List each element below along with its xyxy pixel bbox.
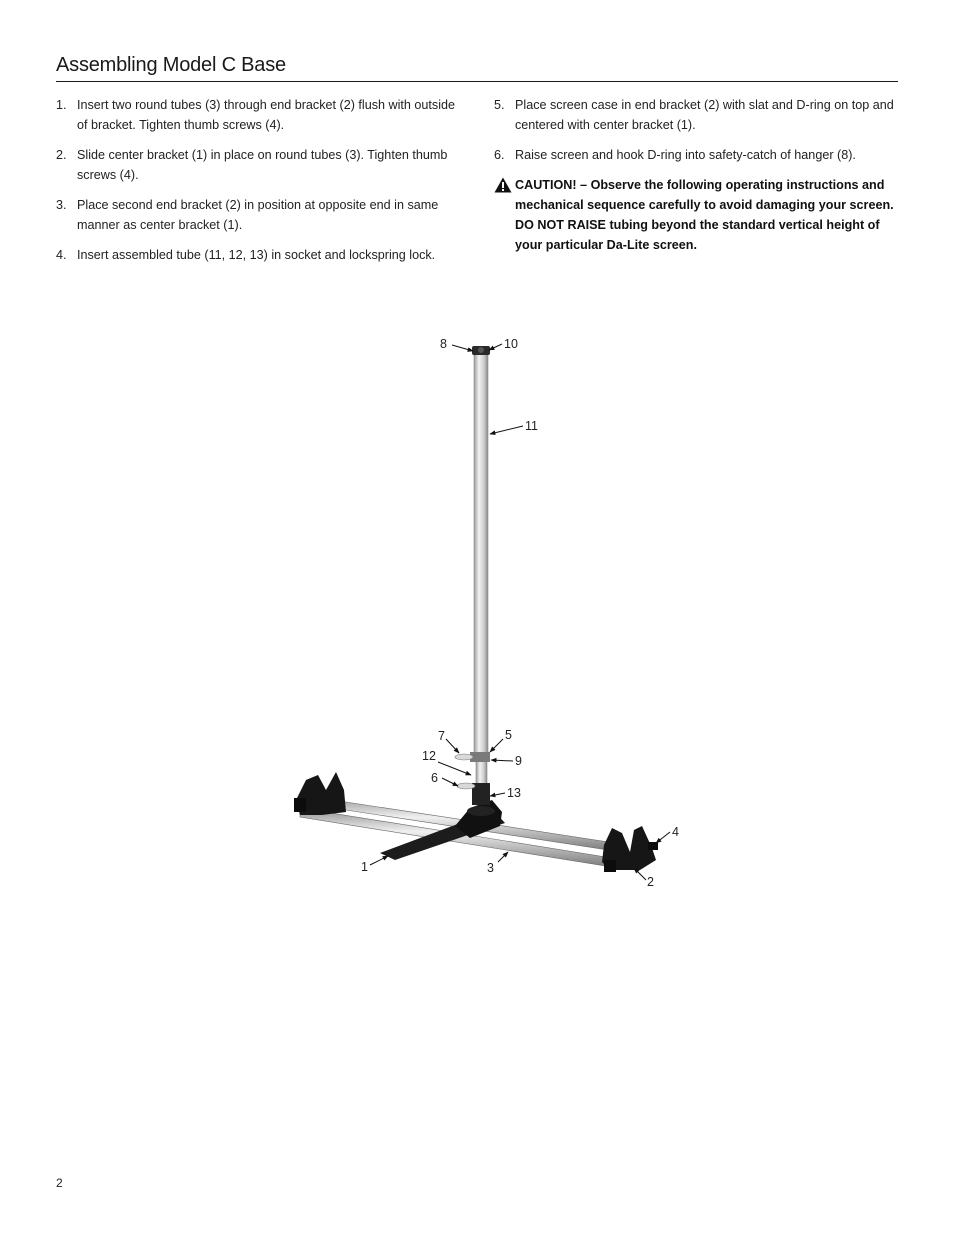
step-number: 3.	[56, 198, 67, 212]
page-title: Assembling Model C Base	[56, 54, 286, 76]
step-text: Place second end bracket (2) in position at opposite end in same manner as center bracket (1).	[77, 198, 439, 232]
callout-label: 7	[438, 729, 445, 743]
step-text: Insert assembled tube (11, 12, 13) in socket and lockspring lock.	[77, 248, 436, 262]
step-text: Raise screen and hook D-ring into safety-catch of hanger (8).	[515, 148, 856, 162]
caution-text: CAUTION! – Observe the following operating instructions and mechanical sequence carefully to avoid damaging your screen. DO NOT RAISE tubing beyond the standard vertical height of your particular Da-Lite screen.	[515, 178, 894, 252]
step-text: Slide center bracket (1) in place on round tubes (3). Tighten thumb screws (4).	[77, 148, 448, 182]
step-number: 5.	[494, 98, 505, 112]
callout-label: 13	[507, 786, 521, 800]
end-bracket-right	[602, 826, 658, 872]
callout-label: 4	[672, 825, 679, 839]
page-number: 2	[56, 1176, 63, 1190]
vertical-tube	[470, 354, 490, 805]
callout-label: 6	[431, 771, 438, 785]
callout-label: 11	[525, 419, 538, 433]
end-bracket-left	[294, 772, 346, 815]
step-number: 1.	[56, 98, 67, 112]
step-text: Place screen case in end bracket (2) with slat and D-ring on top and centered with center bracket (1).	[515, 98, 894, 132]
callout-label: 1	[361, 860, 368, 874]
step-number: 6.	[494, 148, 505, 162]
thumb-screw-lower	[457, 783, 475, 789]
callout-label: 5	[505, 728, 512, 742]
step-number: 2.	[56, 148, 67, 162]
callout-label: 10	[504, 337, 518, 351]
callout-label: 12	[422, 749, 436, 763]
thumb-screw-upper	[455, 754, 473, 760]
step-number: 4.	[56, 248, 67, 262]
step-text: Insert two round tubes (3) through end bracket (2) flush with outside of bracket. Tighten thumb screws (4).	[77, 98, 456, 132]
hanger	[472, 346, 490, 355]
callout-label: 9	[515, 754, 522, 768]
callout-label: 2	[647, 875, 654, 889]
callout-label: 8	[440, 337, 447, 351]
callout-label: 3	[487, 861, 494, 875]
